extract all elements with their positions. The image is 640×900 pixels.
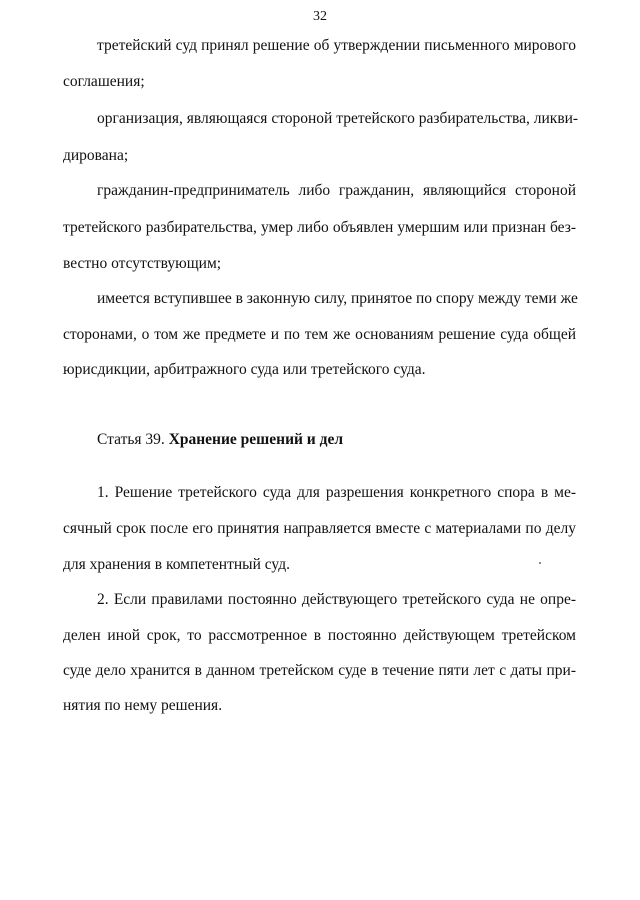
clause-line: для хранения в компетентный суд. (63, 556, 290, 573)
clause-line: нятия по нему решения. (63, 697, 223, 714)
clause-line: делен иной срок, то рассмотренное в постоянно действующем третейском (63, 627, 576, 644)
scan-speck (539, 562, 541, 564)
paragraph-line: имеется вступившее в законную силу, принятое по спору между теми же (97, 290, 578, 307)
clause-line: суде дело хранится в данном третейском суде в течение пяти лет с даты при- (63, 662, 576, 679)
clause-line: 1. Решение третейского суда для разрешения конкретного спора в ме- (97, 484, 576, 501)
paragraph-line: вестно отсутствующим; (63, 255, 222, 272)
paragraph-line: гражданин-предприниматель либо гражданин, являющийся стороной (97, 182, 576, 199)
article-heading (97, 431, 343, 449)
article-title: Хранение решений и дел (168, 431, 344, 448)
paragraph-line: соглашения; (63, 73, 145, 90)
page-number: 32 (313, 9, 327, 24)
paragraph-line: дирована; (63, 147, 129, 164)
clause-line: сячный срок после его принятия направляется вместе с материалами по делу (63, 520, 576, 537)
article-label: Статья 39. (97, 431, 165, 448)
paragraph-line: организация, являющаяся стороной третейского разбирательства, ликви- (97, 110, 579, 127)
paragraph-line: сторонами, о том же предмете и по тем же основаниям решение суда общей (63, 326, 576, 343)
paragraph-line: юрисдикции, арбитражного суда или третейского суда. (63, 361, 426, 378)
paragraph-line: третейского разбирательства, умер либо объявлен умершим или признан без- (63, 219, 576, 236)
clause-line: 2. Если правилами постоянно действующего третейского суда не опре- (97, 591, 576, 608)
paragraph-line: третейский суд принял решение об утверждении письменного мирового (97, 37, 576, 54)
